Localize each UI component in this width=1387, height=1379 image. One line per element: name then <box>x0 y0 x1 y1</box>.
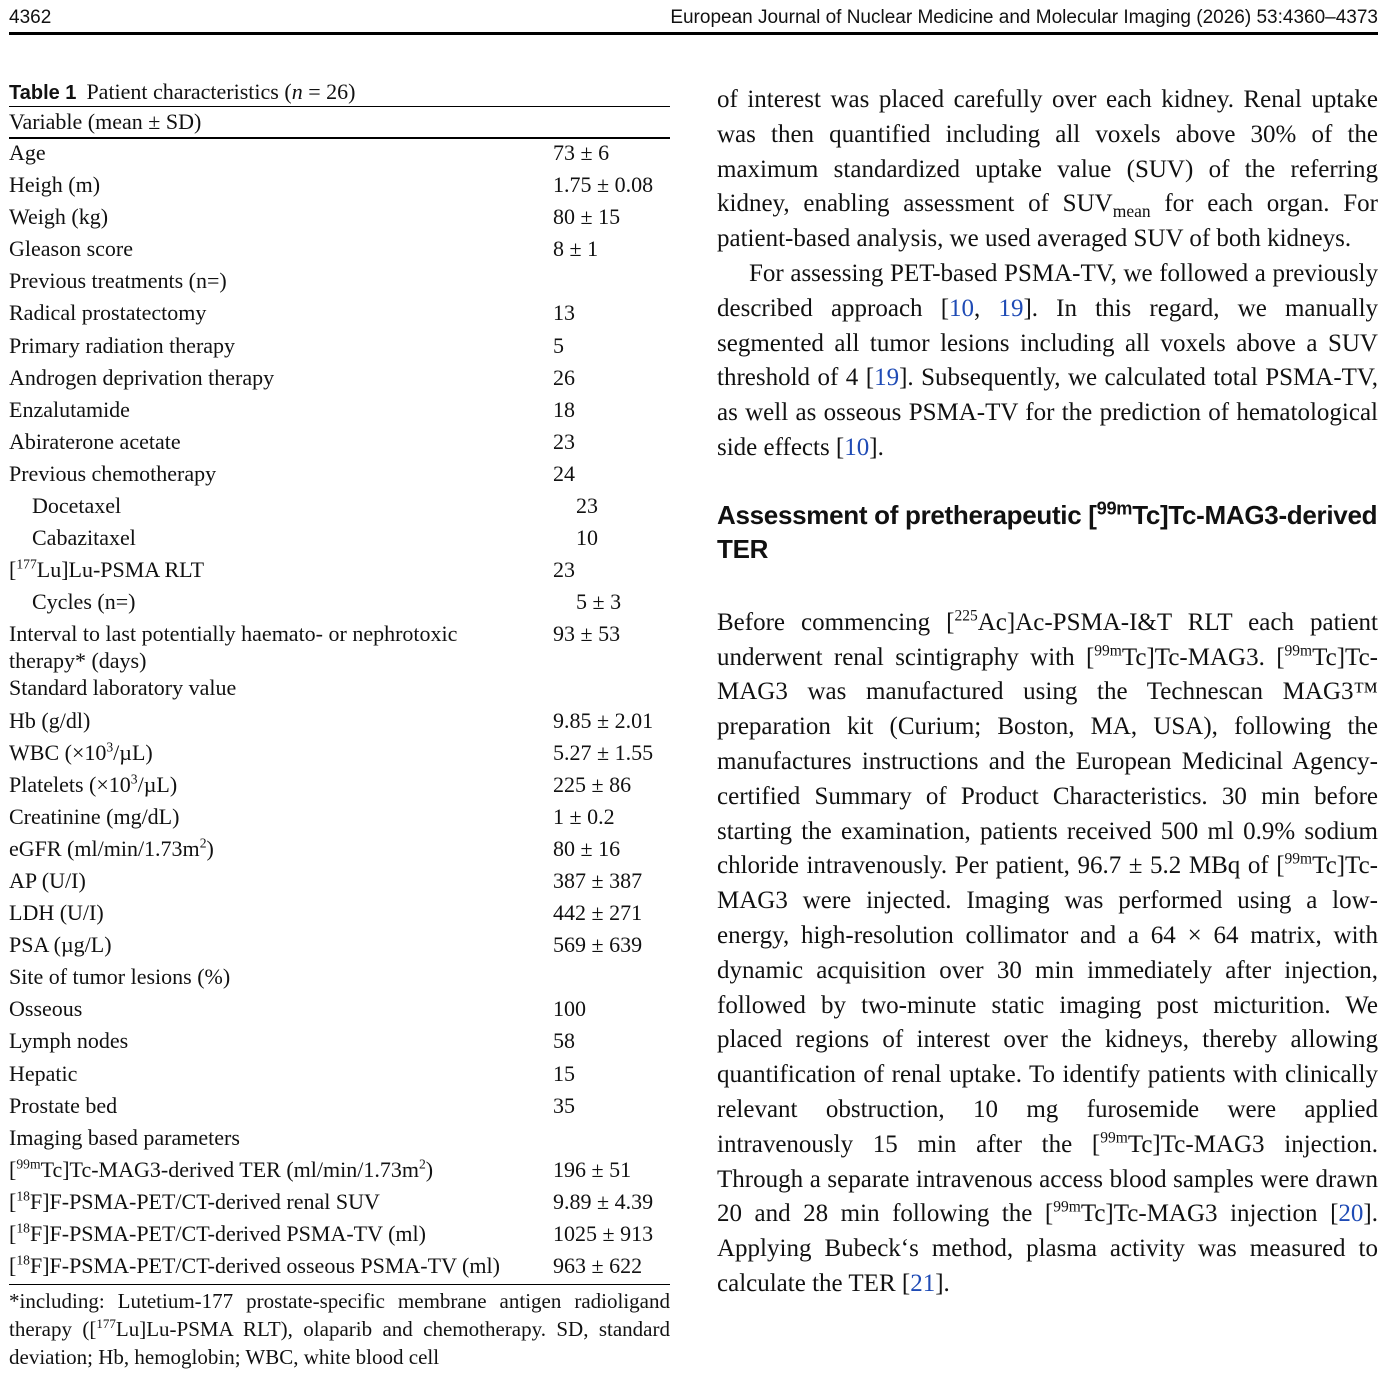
table-row: Cycles (n=) 5 ± 3 <box>32 589 622 615</box>
citation-link[interactable]: 10 <box>844 433 870 461</box>
running-header <box>9 4 1378 35</box>
table-row: Prostate bed 35 <box>9 1092 575 1118</box>
table-1 <box>9 78 670 1371</box>
table-row: Primary radiation therapy 5 <box>9 332 564 358</box>
citation-link[interactable]: 10 <box>949 294 975 322</box>
page-number: 4362 <box>9 7 52 28</box>
table-row: [$^{177}$Lu]Lu-PSMA RLT 23 <box>9 556 575 583</box>
journal-citation: European Journal of Nuclear Medicine and Molecular Imaging (2026) 53:4360–4373 <box>670 7 1378 28</box>
table-row: Abiraterone acetate 23 <box>9 428 575 454</box>
table-row: LDH (U/I) 442 ± 271 <box>9 900 643 926</box>
table-row: Interval to last potentially haemato- or nephrotoxic therapy* (days) 93 ± 53 <box>9 621 621 674</box>
table-column-header: Variable (mean ± SD) <box>9 107 670 139</box>
table-row: Standard laboratory value <box>9 675 237 701</box>
table-row: Platelets $(\times 10^3/\mu L)$ 225 ± 86 <box>9 771 632 797</box>
table-row: Enzalutamide 18 <box>9 396 575 422</box>
table-row: Imaging based parameters <box>9 1124 240 1150</box>
table-label: Table 1 <box>9 82 77 104</box>
table-row: [$^{18}$F]F-PSMA-PET/CT-derived osseous PSMA-TV (ml) 963 ± 622 <box>9 1252 643 1279</box>
table-row: AP (U/I) 387 ± 387 <box>9 867 643 893</box>
table-row: Previous treatments (n=) <box>9 268 227 294</box>
body-text-column <box>717 83 1378 1302</box>
table-footnote: *including: Lutetium-177 prostate-specific membrane antigen radioligand therapy ([$^{177}$Lu]Lu-PSMA RLT), olaparib and chemotherapy. SD, standard deviation; Hb, hemoglobin; WBC, white blood cell <box>9 1289 670 1370</box>
table-row: eGFR $(ml/\min/1.73m^2)$ 80 ± 16 <box>9 835 621 861</box>
table-row: Gleason score 8 ± 1 <box>9 236 599 262</box>
table-row: Cabazitaxel 10 <box>32 525 598 551</box>
table-row: Heigh (m) 1.75 ± 0.08 <box>9 172 654 198</box>
table-row: Lymph nodes 58 <box>9 1028 575 1054</box>
citation-link[interactable]: 19 <box>998 294 1024 322</box>
table-row: [$^{18}$F]F-PSMA-PET/CT-derived renal SUV 9.89 ± 4.39 <box>9 1188 654 1214</box>
table-caption: Table 1 Patient characteristics (n = 26) <box>9 78 670 107</box>
table-row: Age 73 ± 6 <box>9 140 610 165</box>
table-row: Hepatic 15 <box>9 1060 575 1086</box>
citation-link[interactable]: 19 <box>874 364 900 392</box>
paragraph: Before commencing [$^{225}$Ac]Ac-PSMA-I&T RLT each patient underwent renal scintigraphy with [$^{99m}$Tc]Tc-MAG3. [$^{99m}$Tc]Tc-MAG3 was manufactured using the Technescan MAG3™ preparation kit (Curium; Boston, MA, USA), following the manufactures instructions and the European Medicinal Agency-certified Summary of Product Characteristics. 30 min before starting the examination, patients received 500 ml 0.9% sodium chloride intravenously. Per patient, 96.7 ± 5.2 MBq of [$^{99m}$Tc]Tc-MAG3 were injected. Imaging was performed using a low-energy, high-resolution collimator and a 64 × 64 matrix, with dynamic acquisition over 30 min immediately after injection, followed by two-minute static imaging post micturition. We placed regions of interest over the kidneys, thereby allowing quantification of renal uptake. To identify patients with clinically relevant obstruction, 10 mg furosemide were applied intravenously 15 min after the [$^{99m}$Tc]Tc-MAG3 injection. Through a separate intravenous access blood samples were drawn 20 and 28 min following the [$^{99m}$Tc]Tc-MAG3 injection [20]. Applying Bubeck‘s method, plasma activity was measured to calculate the TER [21]. <box>717 607 1378 1297</box>
section-heading: Assessment of pretherapeutic [$^{99m}$Tc]Tc-MAG3-derived TER <box>717 498 1378 564</box>
paragraph: For assessing PET-based PSMA-TV, we followed a previously described approach [10, 19]. In this regard, we manually segmented all tumor lesions including all voxels above a SUV threshold of 4 [19]. Subsequently, we calculated total PSMA-TV, as well as osseous PSMA-TV for the prediction of hematological side effects [10]. <box>717 259 1379 461</box>
citation-link[interactable]: 21 <box>910 1269 936 1297</box>
table-body <box>9 139 670 1285</box>
table-row: Osseous 100 <box>9 996 586 1022</box>
table-row: [$^{99m}$Tc]Tc-MAG3-derived TER $(ml/\min/1.73m^2)$ 196 ± 51 <box>9 1156 632 1182</box>
table-row: Previous chemotherapy 24 <box>9 460 575 486</box>
table-row: [$^{18}$F]F-PSMA-PET/CT-derived PSMA-TV (ml) 1025 ± 913 <box>9 1220 654 1246</box>
table-row: Androgen deprivation therapy 26 <box>9 364 575 390</box>
table-row: Radical prostatectomy 13 <box>9 300 575 326</box>
table-row: WBC $(\times 10^3/\mu L)$ 5.27 ± 1.55 <box>9 739 654 765</box>
table-row: Docetaxel 23 <box>32 493 598 519</box>
table-row: PSA (µg/L) 569 ± 639 <box>9 932 643 958</box>
table-row: Hb (g/dl) 9.85 ± 2.01 <box>9 707 654 733</box>
table-row: Weigh (kg) 80 ± 15 <box>9 204 621 230</box>
table-row: Site of tumor lesions (%) <box>9 964 231 990</box>
table-row: Creatinine (mg/dL) 1 ± 0.2 <box>9 803 615 829</box>
citation-link[interactable]: 20 <box>1338 1200 1364 1228</box>
paragraph: of interest was placed carefully over each kidney. Renal uptake was then quantified including all voxels above 30% of the maximum standardized uptake value (SUV) of the referring kidney, enabling assessment of $SUV_{mean}$ for each organ. For patient-based analysis, we used averaged SUV of both kidneys. <box>717 86 1379 253</box>
